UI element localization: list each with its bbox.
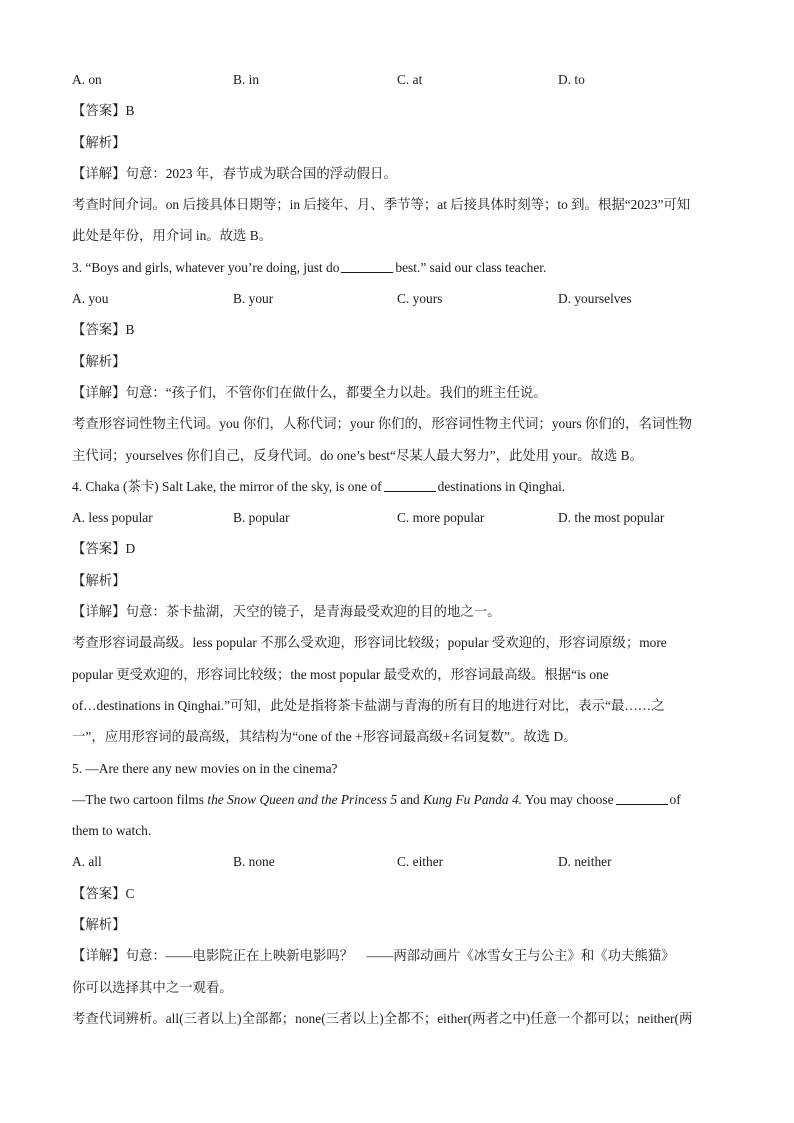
option-d: D. neither: [558, 854, 612, 870]
q5-explanation-line: 考查代词辨析。all(三者以上)全部都；none(三者以上)全都不；either(两者之中)任意一个都可以；neither(两: [72, 1010, 693, 1026]
q3-analysis-heading: 【解析】: [72, 353, 126, 369]
option-b: B. popular: [233, 510, 290, 526]
option-b: B. none: [233, 854, 275, 870]
q4-explanation-line: 考查形容词最高级。less popular 不那么受欢迎，形容词比较级；popular 受欢迎的，形容词原级；more: [72, 635, 667, 651]
answer-blank: [384, 479, 436, 492]
q3-detail: 【详解】句意：“孩子们，不管你们在做什么，都要全力以赴。我们的班主任说。: [72, 384, 547, 400]
q2-answer: 【答案】B: [72, 103, 135, 119]
option-d: D. the most popular: [558, 510, 665, 526]
option-a: A. all: [72, 854, 102, 870]
q3-explanation-line: 主代词；yourselves 你们自己，反身代词。do one’s best“尽某人最大努力”，此处用 your。故选 B。: [72, 447, 643, 463]
option-c: C. either: [397, 854, 444, 870]
option-c: C. at: [397, 72, 423, 87]
q5-stem-text: —The two cartoon films: [72, 791, 208, 807]
q4-stem-before: 4. Chaka (茶卡) Salt Lake, the mirror of the sky, is one of: [72, 478, 382, 494]
option-d: D. to: [558, 72, 585, 87]
q5-analysis-heading: 【解析】: [72, 917, 126, 933]
q3-explanation-line: 考查形容词性物主代词。you 你们，人称代词；your 你们的，形容词性物主代词；yours 你们的，名词性物: [72, 416, 693, 432]
option-b: B. in: [233, 72, 260, 87]
q5-stem-text: You may choose: [522, 791, 614, 807]
q4-options: [72, 502, 722, 533]
q4-stem: [72, 471, 722, 502]
q4-explanation-line: popular 更受欢迎的，形容词比较级；the most popular 最受欢的，形容词最高级。根据“is one: [72, 666, 609, 682]
q5-detail: 【详解】句意：——电影院正在上映新电影吗？ ——两部动画片《冰雪女王与公主》和《功夫熊猫》: [72, 948, 675, 964]
option-a: A. on: [72, 72, 102, 87]
option-a: A. you: [72, 291, 109, 307]
q2-explanation-line: 考查时间介词。on 后接具体日期等；in 后接年、月、季节等；at 后接具体时刻等；to 到。根据“2023”可知: [72, 197, 691, 213]
q5-stem-text: and: [397, 791, 424, 807]
answer-blank: [616, 792, 668, 805]
q5-stem-line-1: 5. —Are there any new movies on in the cinema?: [72, 760, 338, 776]
q4-explanation-line: of…destinations in Qinghai.”可知，此处是指将茶卡盐湖与青海的所有目的地进行对比，表示“最……之: [72, 697, 665, 713]
q2-detail: 【详解】句意：2023 年，春节成为联合国的浮动假日。: [72, 165, 397, 181]
q5-detail-continued: 你可以选择其中之一观看。: [72, 979, 233, 995]
q5-answer: 【答案】C: [72, 885, 135, 901]
option-c: C. more popular: [397, 510, 485, 526]
film-title: the Snow Queen and the Princess 5: [207, 791, 398, 807]
film-title: Kung Fu Panda 4.: [423, 791, 523, 807]
q2-explanation-line: 此处是年份，用介词 in。故选 B。: [72, 228, 273, 244]
answer-blank: [341, 260, 393, 273]
q3-stem-after: best.” said our class teacher.: [395, 259, 547, 275]
q4-detail: 【详解】句意：茶卡盐湖，天空的镜子，是青海最受欢迎的目的地之一。: [72, 604, 501, 620]
option-c: C. yours: [397, 291, 443, 307]
q2-analysis-heading: 【解析】: [72, 134, 126, 150]
option-a: A. less popular: [72, 510, 153, 526]
q4-answer: 【答案】D: [72, 541, 136, 557]
q3-options: [72, 283, 722, 314]
q2-options: [72, 64, 722, 95]
q5-options: [72, 846, 722, 877]
option-b: B. your: [233, 291, 274, 307]
q4-analysis-heading: 【解析】: [72, 572, 126, 588]
q3-stem: [72, 252, 722, 283]
q4-stem-after: destinations in Qinghai.: [437, 478, 566, 494]
q5-stem-text: of: [669, 791, 681, 807]
q5-stem-line-3: them to watch.: [72, 823, 152, 839]
q3-stem-before: 3. “Boys and girls, whatever you’re doing, just do: [72, 259, 340, 275]
option-d: D. yourselves: [558, 291, 632, 307]
q3-answer: 【答案】B: [72, 322, 135, 338]
document-page: [72, 64, 722, 1034]
q5-stem-line-2: [72, 784, 722, 815]
q4-explanation-line: 一”，应用形容词的最高级，其结构为“one of the +形容词最高级+名词复数”。故选 D。: [72, 729, 577, 745]
